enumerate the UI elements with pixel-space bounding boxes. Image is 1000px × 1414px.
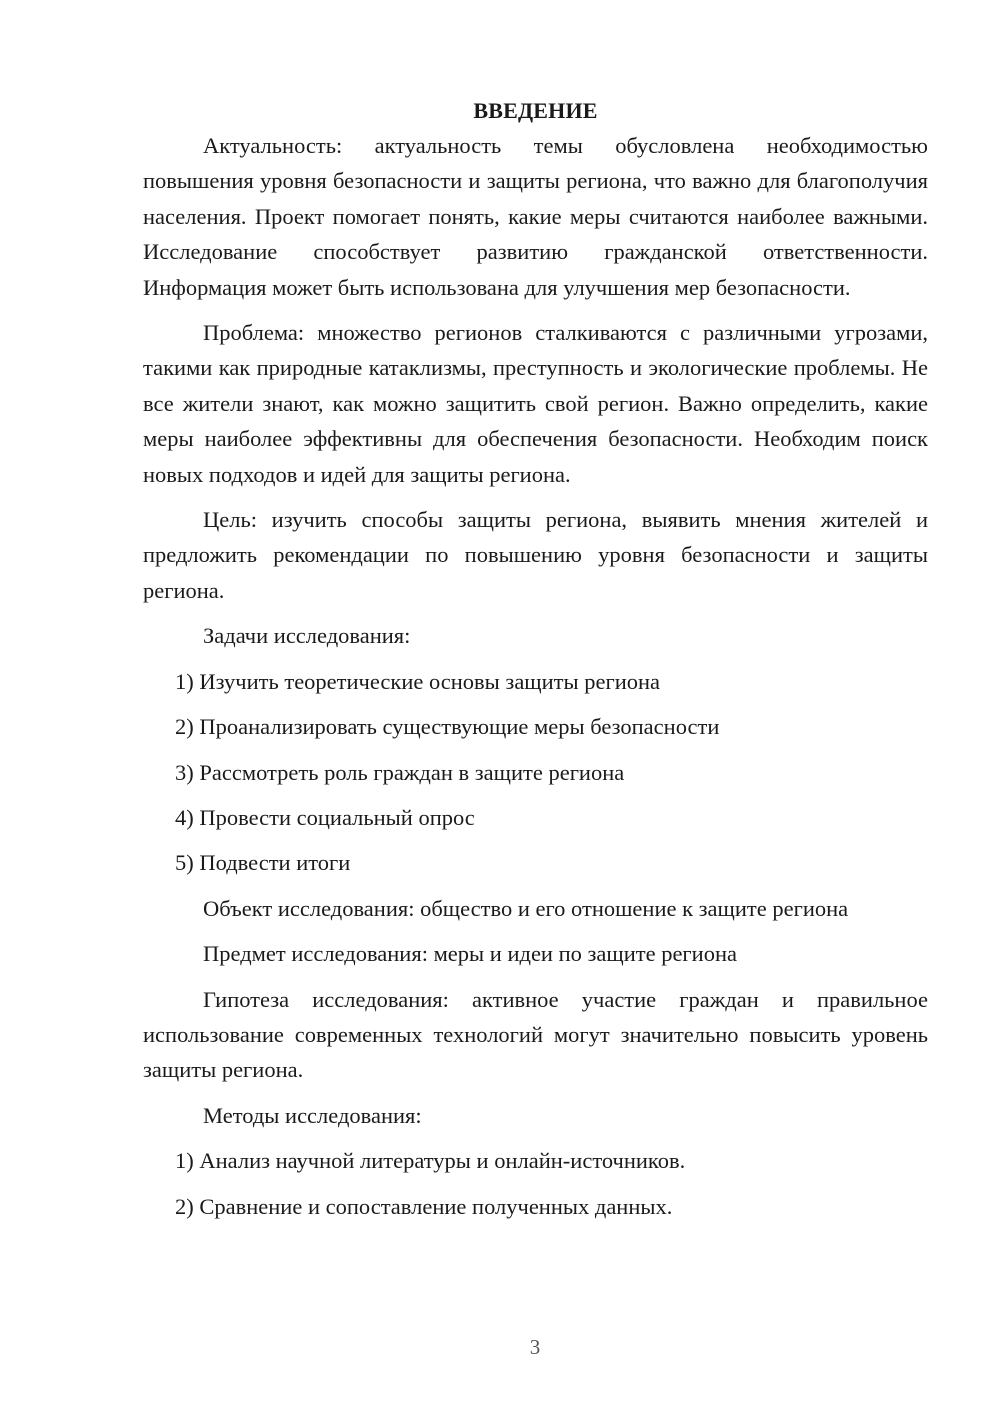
method-item: 1) Анализ научной литературы и онлайн-источников.: [175, 1148, 686, 1174]
tasks-heading: Задачи исследования:: [203, 623, 411, 649]
task-item: 3) Рассмотреть роль граждан в защите региона: [175, 759, 625, 785]
task-item: 5) Подвести итоги: [175, 850, 351, 876]
method-item: 2) Сравнение и сопоставление полученных данных.: [175, 1193, 673, 1219]
methods-heading: Методы исследования:: [203, 1102, 422, 1128]
relevance-paragraph: Актуальность: актуальность темы обусловлена необходимостью повышения уровня безопасности и защиты региона, что важно для благополучия населения. Проект помогает понять, какие меры считаются наиболее важными. Исследование способствует развитию гражданской ответственности. Информация может быть использована для улучшения мер безопасности.: [143, 133, 928, 300]
research-object: Объект исследования: общество и его отношение к защите региона: [203, 895, 849, 921]
page-number: 3: [529, 1335, 541, 1359]
task-item: 4) Провести социальный опрос: [175, 804, 475, 830]
methods-list: [143, 1143, 928, 1224]
research-subject: Предмет исследования: меры и идеи по защите региона: [203, 941, 737, 967]
goal-paragraph: Цель: изучить способы защиты региона, выявить мнения жителей и предложить рекомендации по повышению уровня безопасности и защиты региона.: [143, 507, 928, 603]
section-title: ВВЕДЕНИЕ: [473, 98, 598, 123]
problem-paragraph: Проблема: множество регионов сталкиваются с различными угрозами, такими как природные катаклизмы, преступность и экологические проблемы. Не все жители знают, как можно защитить свой регион. Важно определить, какие меры наиболее эффективны для обеспечения безопасности. Необходим поиск новых подходов и идей для защиты региона.: [143, 320, 928, 487]
hypothesis-paragraph: Гипотеза исследования: активное участие граждан и правильное использование современных технологий могут значительно повысить уровень защиты региона.: [143, 986, 928, 1083]
page-content: [143, 93, 928, 1224]
task-item: 1) Изучить теоретические основы защиты региона: [175, 668, 661, 694]
task-item: 2) Проанализировать существующие меры безопасности: [175, 714, 720, 740]
tasks-list: [143, 664, 928, 881]
